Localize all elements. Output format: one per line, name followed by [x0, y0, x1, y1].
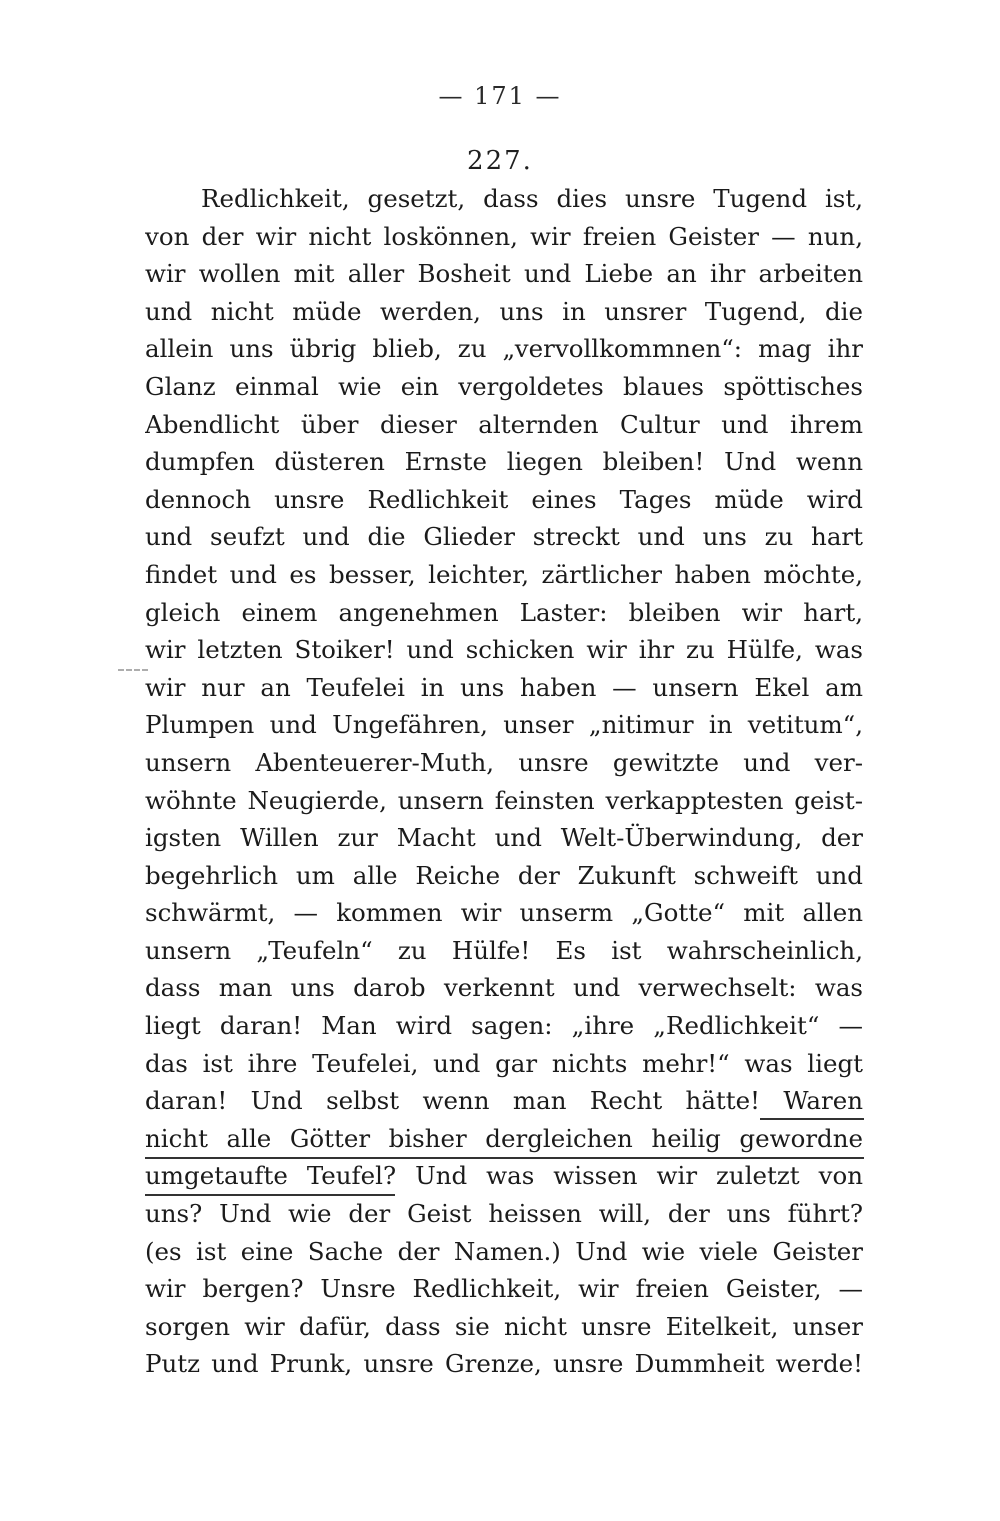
text-line: findet und es besser, leichter, zärtlicher haben möchte, — [145, 559, 863, 589]
handwritten-underline — [145, 1157, 864, 1159]
paragraph — [145, 180, 863, 1383]
text-line: daran! Und selbst wenn man Recht hätte! Waren — [145, 1086, 863, 1116]
text-line: unsern Abenteuerer-Muth, unsre gewitzte und ver- — [145, 747, 863, 777]
text-line: (es ist eine Sache der Namen.) Und wie viele Geister — [145, 1236, 863, 1266]
page-header: — 171 — — [438, 82, 562, 110]
text-line: igsten Willen zur Macht und Welt-Überwindung, der — [145, 823, 863, 853]
text-line: nicht alle Götter bisher dergleichen heilig gewordne — [145, 1123, 863, 1153]
margin-pencil-mark — [118, 669, 148, 673]
text-line: und seufzt und die Glieder streckt und uns zu hart — [145, 522, 863, 552]
section-number: 227. — [467, 146, 533, 176]
handwritten-underline — [145, 1194, 395, 1196]
text-line: Plumpen und Ungefähren, unser „nitimur in vetitum“, — [145, 710, 863, 740]
text-line: wir wollen mit aller Bosheit und Liebe an ihr arbeiten — [145, 259, 863, 289]
text-line: von der wir nicht loskönnen, wir freien Geister — nun, — [145, 221, 863, 251]
text-line: uns? Und wie der Geist heissen will, der uns führt? — [145, 1199, 863, 1229]
text-line: dass man uns darob verkennt und verwechselt: was — [145, 973, 863, 1003]
text-line: Redlichkeit, gesetzt, dass dies unsre Tugend ist, — [201, 184, 863, 213]
text-line: sorgen wir dafür, dass sie nicht unsre Eitelkeit, unser — [145, 1311, 863, 1341]
text-line: dennoch unsre Redlichkeit eines Tages müde wird — [145, 484, 863, 514]
text-line: Putz und Prunk, unsre Grenze, unsre Dummheit werde! — [145, 1349, 863, 1379]
text-line: begehrlich um alle Reiche der Zukunft schweift und — [145, 860, 863, 890]
text-line: dumpfen düsteren Ernste liegen bleiben! Und wenn — [145, 447, 863, 477]
text-line: wöhnte Neugierde, unsern feinsten verkapptesten geist- — [145, 785, 863, 815]
text-line: wir nur an Teufelei in uns haben — unsern Ekel am — [145, 672, 863, 702]
text-line: wir letzten Stoiker! und schicken wir ihr zu Hülfe, was — [145, 635, 863, 665]
handwritten-underline — [760, 1118, 864, 1120]
text-line: allein uns übrig blieb, zu „vervollkommnen“: mag ihr — [145, 334, 863, 364]
text-line: Glanz einmal wie ein vergoldetes blaues spöttisches — [145, 371, 863, 401]
text-line: das ist ihre Teufelei, und gar nichts mehr!“ was liegt — [145, 1048, 863, 1078]
text-line: wir bergen? Unsre Redlichkeit, wir freien Geister, — — [145, 1274, 863, 1304]
text-line: umgetaufte Teufel? Und was wissen wir zuletzt von — [145, 1161, 863, 1191]
text-line: unsern „Teufeln“ zu Hülfe! Es ist wahrscheinlich, — [145, 935, 863, 965]
text-line: liegt daran! Man wird sagen: „ihre „Redlichkeit“ — — [145, 1011, 863, 1041]
text-line: und nicht müde werden, uns in unsrer Tugend, die — [145, 296, 863, 326]
text-line: gleich einem angenehmen Laster: bleiben wir hart, — [145, 597, 863, 627]
text-line: Abendlicht über dieser alternden Cultur und ihrem — [145, 409, 863, 439]
text-line: schwärmt, — kommen wir unserm „Gotte“ mit allen — [145, 898, 863, 928]
